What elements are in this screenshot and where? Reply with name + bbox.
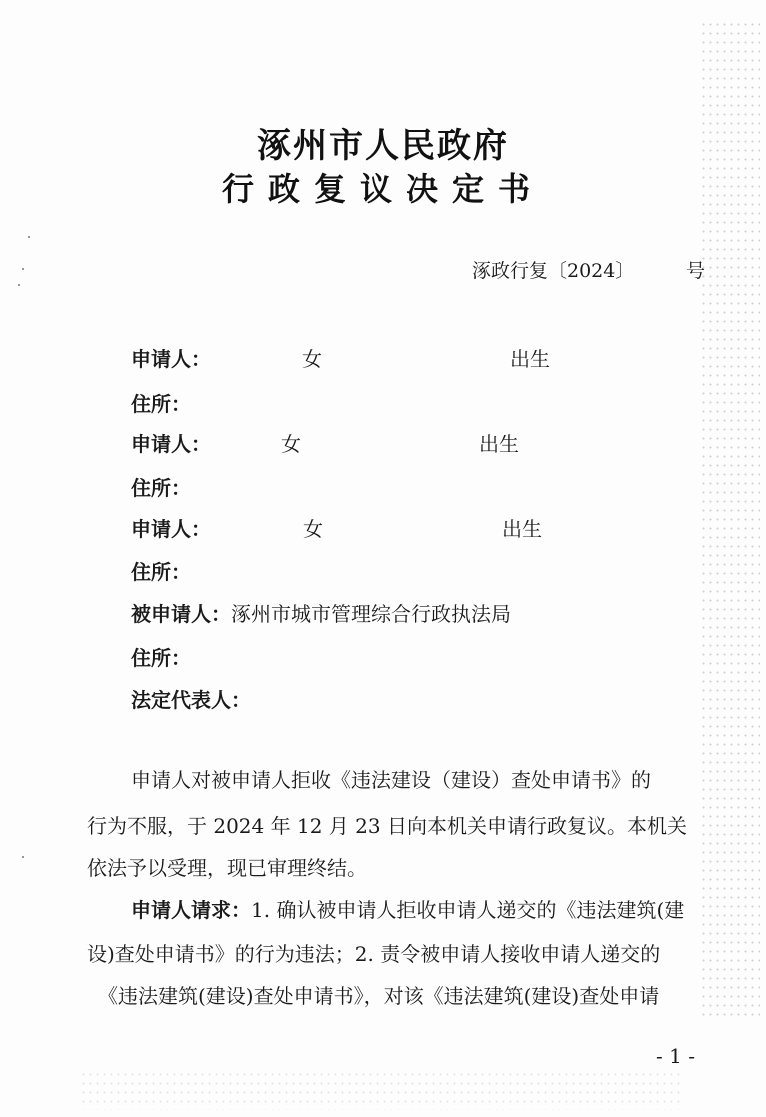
address-row-3 [131,556,191,585]
address-label: 住所： [131,560,191,584]
page-number: - 1 - [656,1044,695,1068]
body-paragraph-1-line-1: 申请人对被申请人拒收《违法建设（建设）查处申请书》的 [131,768,651,792]
address-row-1 [131,388,191,417]
applicant-label: 申请人： [131,432,211,456]
scan-noise-bottom [80,1070,680,1110]
applicant-born: 出生 [502,517,542,541]
applicant-row-2 [131,428,211,457]
respondent-name: 涿州市城市管理综合行政执法局 [231,602,511,626]
body-paragraph-1-line-3: 依法予以受理，现已审理终结。 [87,856,367,880]
address-label: 住所： [131,646,191,670]
request-line-2: 设)查处申请书》的行为违法；2. 责令被申请人接收申请人递交的 [87,942,661,966]
respondent-label: 被申请人： [131,602,231,626]
address-row-respondent [131,642,191,671]
scan-speck [28,236,30,238]
applicant-gender: 女 [281,432,301,456]
applicant-born: 出生 [479,432,519,456]
address-row-2 [131,472,191,501]
applicant-label: 申请人： [131,517,211,541]
legal-rep-row [131,684,251,713]
address-label: 住所： [131,392,191,416]
request-line-1 [131,894,684,923]
request-line-3: 《违法建筑(建设)查处申请书》，对该《违法建筑(建设)查处申请 [98,984,660,1008]
address-label: 住所： [131,476,191,500]
document-title-decision: 行政复议决定书 [221,170,544,208]
applicant-born: 出生 [510,347,550,371]
body-paragraph-1-line-2: 行为不服，于 2024 年 12 月 23 日向本机关申请行政复议。本机关 [87,814,687,838]
applicant-row-3 [131,513,211,542]
applicant-row-1 [131,343,211,372]
request-text-1: 1. 确认被申请人拒收申请人递交的《违法建筑(建 [251,898,685,922]
document-title-government: 涿州市人民政府 [257,126,509,166]
scan-speck [22,268,24,270]
document-number: 涿政行复〔2024〕 [472,260,635,282]
request-label: 申请人请求： [131,898,251,922]
applicant-gender: 女 [303,517,323,541]
scan-speck [22,856,24,858]
respondent-row [131,598,511,627]
document-number-suffix: 号 [686,260,706,282]
applicant-gender: 女 [302,347,322,371]
scan-speck [18,284,20,286]
legal-rep-label: 法定代表人： [131,688,251,712]
applicant-label: 申请人： [131,347,211,371]
